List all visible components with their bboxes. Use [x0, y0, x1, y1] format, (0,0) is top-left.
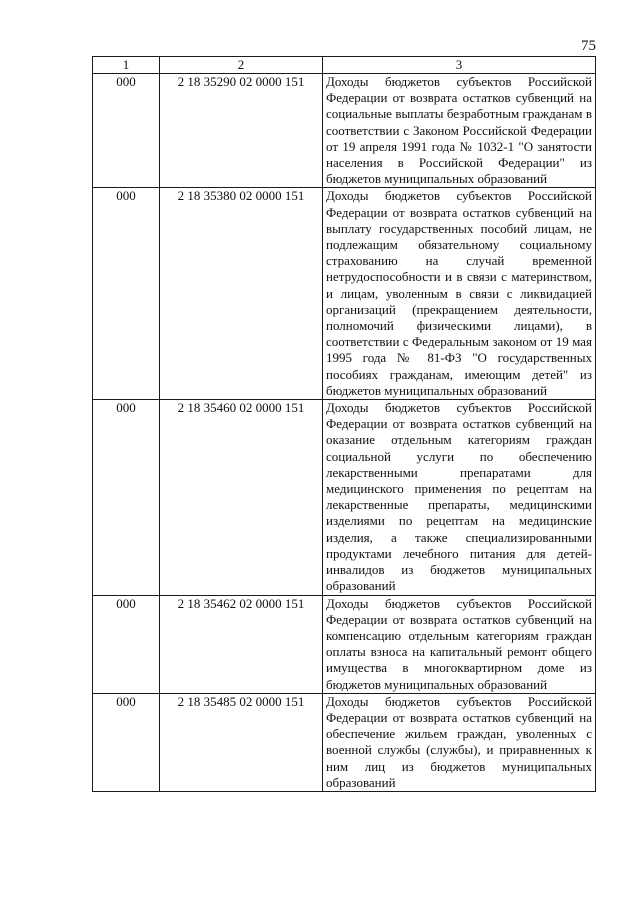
- table-row: [93, 595, 596, 693]
- budget-code-cell: 2 18 35485 02 0000 151: [160, 693, 323, 791]
- revenue-name-cell: Доходы бюджетов субъектов Российской Федерации от возврата остатков субвенций на обеспечение жильем граждан, уволенных с военной службы (службы), и приравненных к ним лиц из бюджетов муниципальных образований: [323, 693, 596, 791]
- revenue-name-cell: Доходы бюджетов субъектов Российской Федерации от возврата остатков субвенций на оказание отдельным категориям граждан социальной услуги по обеспечению лекарственными препаратами для медицинского применения по рецептам на лекарственные препараты, медицинскими изделиями по рецептам на медицинские изделия, а также специализированными продуктами лечебного питания для детей-инвалидов из бюджетов муниципальных образований: [323, 400, 596, 595]
- budget-code-cell: 2 18 35290 02 0000 151: [160, 74, 323, 188]
- budget-code-cell: 2 18 35462 02 0000 151: [160, 595, 323, 693]
- column-header-3: 3: [323, 57, 596, 74]
- budget-code-cell: 2 18 35460 02 0000 151: [160, 400, 323, 595]
- page-number: 75: [581, 38, 596, 54]
- admin-code-cell: 000: [93, 595, 160, 693]
- budget-revenue-table: [92, 56, 596, 792]
- column-header-1: 1: [93, 57, 160, 74]
- admin-code-cell: 000: [93, 693, 160, 791]
- budget-code-cell: 2 18 35380 02 0000 151: [160, 188, 323, 400]
- admin-code-cell: 000: [93, 400, 160, 595]
- column-header-2: 2: [160, 57, 323, 74]
- revenue-name-cell: Доходы бюджетов субъектов Российской Федерации от возврата остатков субвенций на социальные выплаты безработным гражданам в соответствии с Законом Российской Федерации от 19 апреля 1991 года № 1032-1 "О занятости населения в Российской Федерации" из бюджетов муниципальных образований: [323, 74, 596, 188]
- admin-code-cell: 000: [93, 74, 160, 188]
- revenue-name-cell: Доходы бюджетов субъектов Российской Федерации от возврата остатков субвенций на выплату государственных пособий лицам, не подлежащим обязательному социальному страхованию на случай временной нетрудоспособности и в связи с материнством, и лицам, уволенным в связи с ликвидацией организаций (прекращением деятельности, полномочий физическими лицами), в соответствии с Федеральным законом от 19 мая 1995 года № 81-ФЗ "О государственных пособиях гражданам, имеющим детей" из бюджетов муниципальных образований: [323, 188, 596, 400]
- table-row: [93, 188, 596, 400]
- table-row: [93, 693, 596, 791]
- table-header-row: [93, 57, 596, 74]
- table-row: [93, 400, 596, 595]
- table-row: [93, 74, 596, 188]
- admin-code-cell: 000: [93, 188, 160, 400]
- revenue-name-cell: Доходы бюджетов субъектов Российской Федерации от возврата остатков субвенций на компенсацию отдельным категориям граждан оплаты взноса на капитальный ремонт общего имущества в многоквартирном доме из бюджетов муниципальных образований: [323, 595, 596, 693]
